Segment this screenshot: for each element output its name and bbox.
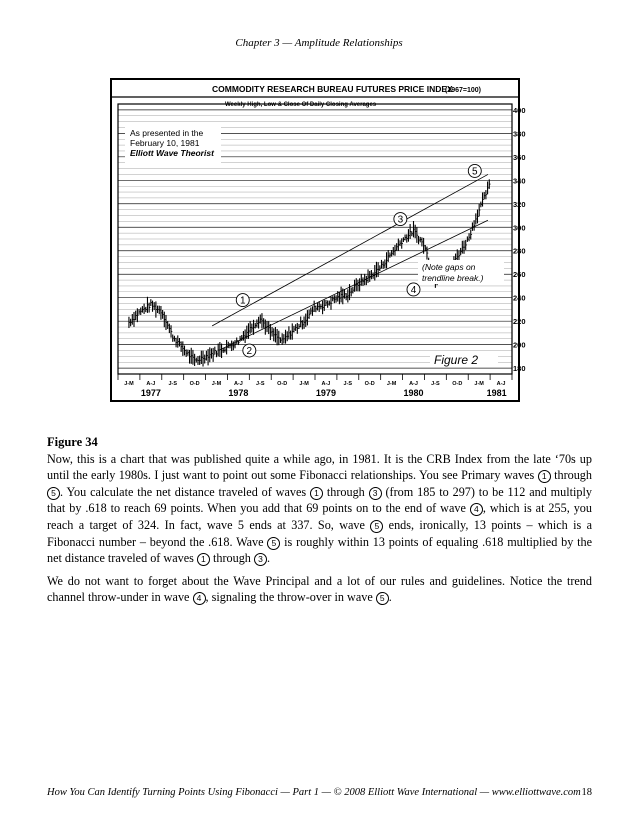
y-tick-label: 400 bbox=[513, 105, 526, 115]
year-label: 1980 bbox=[403, 388, 424, 398]
month-tick-label: J-S bbox=[255, 381, 265, 387]
month-tick-label: O-D bbox=[452, 381, 463, 387]
month-tick-label: O-D bbox=[189, 381, 200, 387]
y-tick-label: 300 bbox=[513, 223, 526, 233]
month-tick-label: A-J bbox=[233, 381, 243, 387]
wave-number-circle: 4 bbox=[470, 503, 483, 516]
year-label: 1979 bbox=[315, 388, 336, 398]
paragraph-text: Now, this is a chart that was published quite a while ago, in 1981. It is the CRB Index from the late ‘70s up until the early 1980s. I just want to point out some Fibonacci relationships. You see Primary waves bbox=[47, 451, 592, 483]
paragraph-text: through bbox=[323, 484, 369, 499]
wave-label-number: 3 bbox=[397, 214, 404, 226]
month-tick-label: J-S bbox=[168, 381, 178, 387]
paragraph-text: . bbox=[266, 551, 270, 566]
note-text: As presented in the bbox=[130, 128, 204, 138]
footer-text: How You Can Identify Turning Points Using Fibonacci — Part 1 — © 2008 Elliott Wave International — www.elliottwave.com bbox=[47, 787, 581, 798]
crb-chart-figure bbox=[110, 78, 526, 402]
note-text: February 10, 1981 bbox=[130, 138, 200, 148]
paragraph-2 bbox=[47, 573, 592, 606]
y-tick-label: 220 bbox=[513, 317, 526, 327]
month-tick-label: J-M bbox=[386, 381, 397, 387]
month-tick-label: J-M bbox=[299, 381, 309, 387]
month-tick-label: J-S bbox=[343, 381, 353, 387]
month-tick-label: A-J bbox=[321, 381, 331, 387]
month-tick-label: J-M bbox=[474, 381, 484, 387]
paragraph-text: (from 185 to 297) to be 112 and multiply that by .618 to reach 69 points. When you add that 69 points on to the end of wave bbox=[47, 484, 592, 516]
wave-number-circle: 3 bbox=[369, 487, 382, 500]
y-tick-label: 380 bbox=[513, 129, 526, 139]
month-tick-label: A-J bbox=[496, 381, 506, 387]
wave-number-circle: 5 bbox=[267, 537, 280, 550]
y-tick-label: 240 bbox=[513, 293, 526, 303]
paragraph-text: through bbox=[209, 551, 254, 566]
wave-label-number: 2 bbox=[246, 346, 253, 358]
month-tick-label: J-M bbox=[124, 381, 134, 387]
y-tick-label: 200 bbox=[513, 340, 526, 350]
paragraph-text: . You calculate the net distance traveled of waves bbox=[60, 484, 310, 499]
wave-number-circle: 3 bbox=[254, 553, 267, 566]
crb-chart-svg bbox=[112, 80, 526, 400]
wave-number-circle: 5 bbox=[376, 592, 389, 605]
figure-caption-block bbox=[47, 434, 592, 612]
month-tick-label: A-J bbox=[409, 381, 418, 387]
paragraph-1 bbox=[47, 451, 592, 567]
paragraph-text: We do not want to forget about the Wave Principal and a lot of our rules and guidelines. Notice the trend channel throw-under in wave bbox=[47, 573, 592, 605]
upper-channel-line bbox=[212, 174, 488, 325]
figure-title: Figure 34 bbox=[47, 435, 98, 449]
gap-note-text: (Note gaps on bbox=[422, 262, 476, 272]
wave-number-circle: 5 bbox=[47, 487, 60, 500]
y-tick-label: 360 bbox=[513, 152, 526, 162]
month-tick-label: A-J bbox=[146, 381, 156, 387]
paragraph-text: , which is at 255, you reach a target of 324. In fact, wave 5 ends at 337. So, wave bbox=[47, 501, 592, 532]
chapter-header: Chapter 3 — Amplitude Relationships bbox=[235, 37, 403, 49]
month-tick-label: O-D bbox=[364, 381, 375, 387]
paragraph-text: ends, ironically, 13 points – which is a Fibonacci number – beyond the .618. Wave bbox=[47, 517, 592, 549]
wave-number-circle: 5 bbox=[370, 520, 383, 533]
year-label: 1981 bbox=[486, 388, 507, 398]
month-tick-label: J-S bbox=[431, 381, 440, 387]
wave-number-circle: 1 bbox=[310, 487, 323, 500]
y-tick-label: 340 bbox=[513, 176, 526, 186]
month-tick-label: J-M bbox=[211, 381, 222, 387]
y-tick-label: 260 bbox=[513, 270, 526, 280]
paragraph-text: is roughly within 13 points of equaling .618 multiplied by the net distance traveled of waves bbox=[47, 534, 592, 566]
paragraph-text: through bbox=[550, 468, 592, 483]
year-label: 1978 bbox=[228, 388, 249, 398]
paragraph-text: . bbox=[388, 590, 392, 605]
y-tick-label: 320 bbox=[513, 199, 526, 209]
y-tick-label: 280 bbox=[513, 246, 526, 256]
chart-labels bbox=[125, 124, 504, 367]
month-tick-label: O-D bbox=[277, 381, 288, 387]
wave-number-circle: 1 bbox=[538, 470, 551, 483]
page-number: 18 bbox=[581, 787, 592, 798]
chart-base-year: (1967=100) bbox=[445, 87, 482, 94]
wave-label-number: 1 bbox=[239, 295, 246, 307]
wave-label-number: 5 bbox=[472, 166, 478, 178]
gap-note-text: trendline break.) bbox=[422, 273, 484, 283]
figure-2-label: Figure 2 bbox=[434, 353, 479, 367]
page-footer bbox=[47, 787, 592, 798]
paragraph-text: , signaling the throw-over in wave bbox=[205, 590, 376, 605]
wave-label-number: 4 bbox=[410, 284, 417, 296]
chart-subtitle: Weekly High, Low & Close Of Daily Closing Averages bbox=[225, 102, 377, 108]
chart-title: COMMODITY RESEARCH BUREAU FUTURES PRICE INDEX bbox=[212, 84, 453, 94]
y-tick-label: 180 bbox=[513, 364, 526, 374]
wave-number-circle: 4 bbox=[193, 592, 206, 605]
wave-number-circle: 1 bbox=[197, 553, 210, 566]
year-label: 1977 bbox=[140, 388, 161, 398]
note-text: Elliott Wave Theorist bbox=[130, 148, 214, 158]
